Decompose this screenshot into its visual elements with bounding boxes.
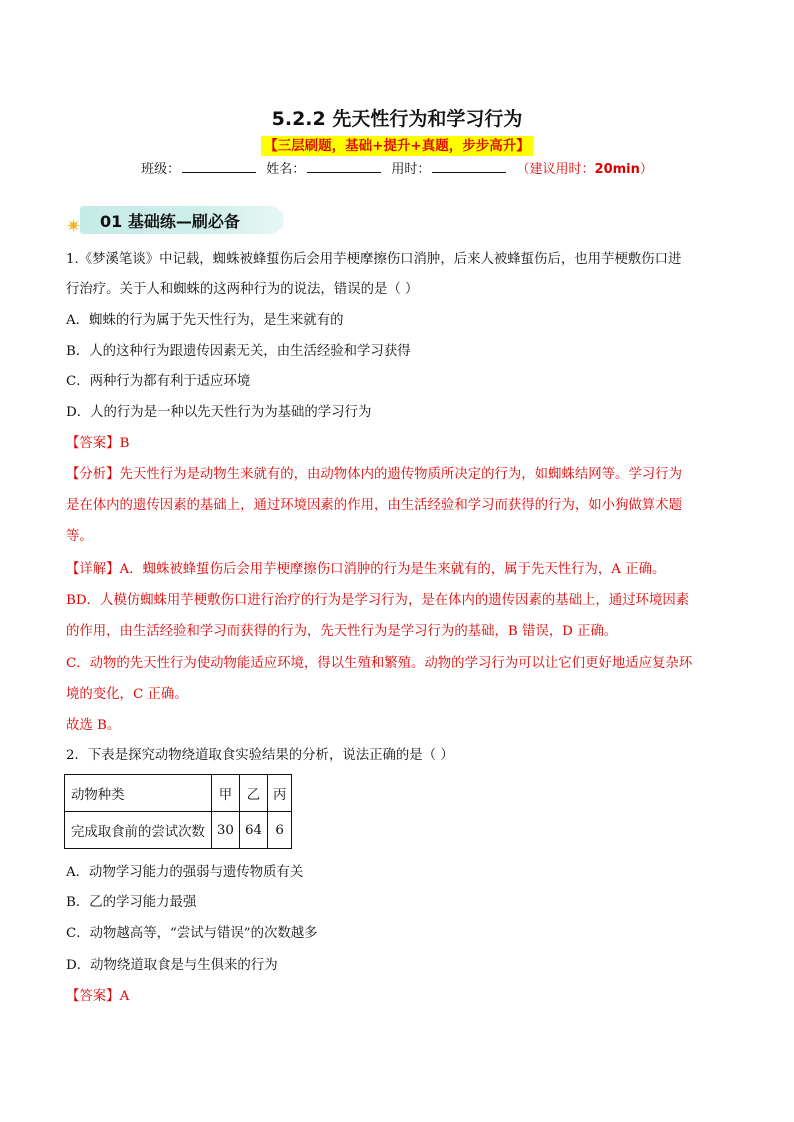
q2-stem: 2．下表是探究动物绕道取食实验结果的分析，说法正确的是（ ）	[66, 748, 454, 763]
q1-option-c: C．两种行为都有利于适应环境	[66, 374, 251, 389]
time-label: 用时：	[391, 162, 431, 177]
time-blank	[432, 160, 506, 173]
slogan-wrap	[0, 135, 794, 156]
student-info-line	[0, 160, 794, 179]
q1-option-d: D．人的行为是一种以先天性行为为基础的学习行为	[66, 405, 372, 420]
q1-stem-line2: 行治疗。关于人和蜘蛛的这两种行为的说法，错误的是（ ）	[66, 282, 419, 297]
class-label: 班级：	[141, 162, 181, 177]
q2-option-d: D．动物绕道取食是与生俱来的行为	[66, 958, 278, 973]
q1-detail-line4: C．动物的先天性行为使动物能适应环境，得以生殖和繁殖。动物的学习行为可以让它们更好地适应复杂环	[66, 656, 693, 671]
star-icon: ✷	[66, 216, 82, 237]
table-row	[65, 812, 292, 849]
q1-stem-line1: 1.《梦溪笔谈》中记载，蜘蛛被蜂蜇伤后会用芋梗摩擦伤口消肿，后来人被蜂蜇伤后，也用芋梗敷伤口进	[66, 252, 682, 267]
class-blank	[182, 160, 256, 173]
q1-option-a: A．蜘蛛的行为属于先天性行为，是生来就有的	[66, 313, 344, 328]
table-cell: 30	[211, 812, 239, 849]
name-blank	[307, 160, 381, 173]
q1-detail-line5: 境的变化，C 正确。	[66, 687, 188, 702]
section-header	[66, 204, 290, 236]
q2-answer: 【答案】A	[66, 989, 130, 1004]
q1-detail-line6: 故选 B。	[66, 718, 121, 733]
table-cell: 完成取食前的尝试次数	[65, 812, 212, 849]
q1-option-b: B．人的这种行为跟遗传因素无关，由生活经验和学习获得	[66, 344, 411, 359]
q1-detail-line3: 的作用，由生活经验和学习而获得的行为，先天性行为是学习行为的基础，B 错误，D 正确。	[66, 624, 618, 639]
q1-analysis-line3: 等。	[66, 529, 93, 544]
q1-detail-line1: 【详解】A．蜘蛛被蜂蜇伤后会用芋梗摩擦伤口消肿的行为是生来就有的，属于先天性行为，A 正确。	[66, 562, 666, 577]
table-cell: 64	[239, 812, 267, 849]
section-title: 01 基础练—刷必备	[100, 212, 240, 231]
q2-option-c: C．动物越高等，“尝试与错误”的次数越多	[66, 926, 318, 941]
page-title: 5.2.2 先天性行为和学习行为	[271, 108, 523, 130]
q1-analysis-line1: 【分析】先天性行为是动物生来就有的，由动物体内的遗传物质所决定的行为，如蜘蛛结网等。学习行为	[66, 467, 682, 482]
q2-option-a: A．动物学习能力的强弱与遗传物质有关	[66, 865, 304, 880]
q1-detail-line2: BD．人模仿蜘蛛用芋梗敷伤口进行治疗的行为是学习行为，是在体内的遗传因素的基础上，通过环境因素	[66, 593, 690, 608]
table-cell: 动物种类	[65, 775, 212, 812]
table-row	[65, 775, 292, 812]
table-cell: 丙	[268, 775, 292, 812]
q1-analysis-line2: 是在体内的遗传因素的基础上，通过环境因素的作用，由生活经验和学习而获得的行为，如小狗做算术题	[66, 498, 682, 513]
table-cell: 乙	[239, 775, 267, 812]
table-cell: 6	[268, 812, 292, 849]
q1-answer: 【答案】B	[66, 436, 130, 451]
slogan-banner: 【三层刷题，基础+提升+真题，步步高升】	[261, 136, 533, 156]
data-table	[64, 774, 292, 849]
suggested-time: （建议用时：20min）	[516, 162, 653, 177]
name-label: 姓名：	[266, 162, 306, 177]
q2-option-b: B．乙的学习能力最强	[66, 895, 197, 910]
table-cell: 甲	[211, 775, 239, 812]
